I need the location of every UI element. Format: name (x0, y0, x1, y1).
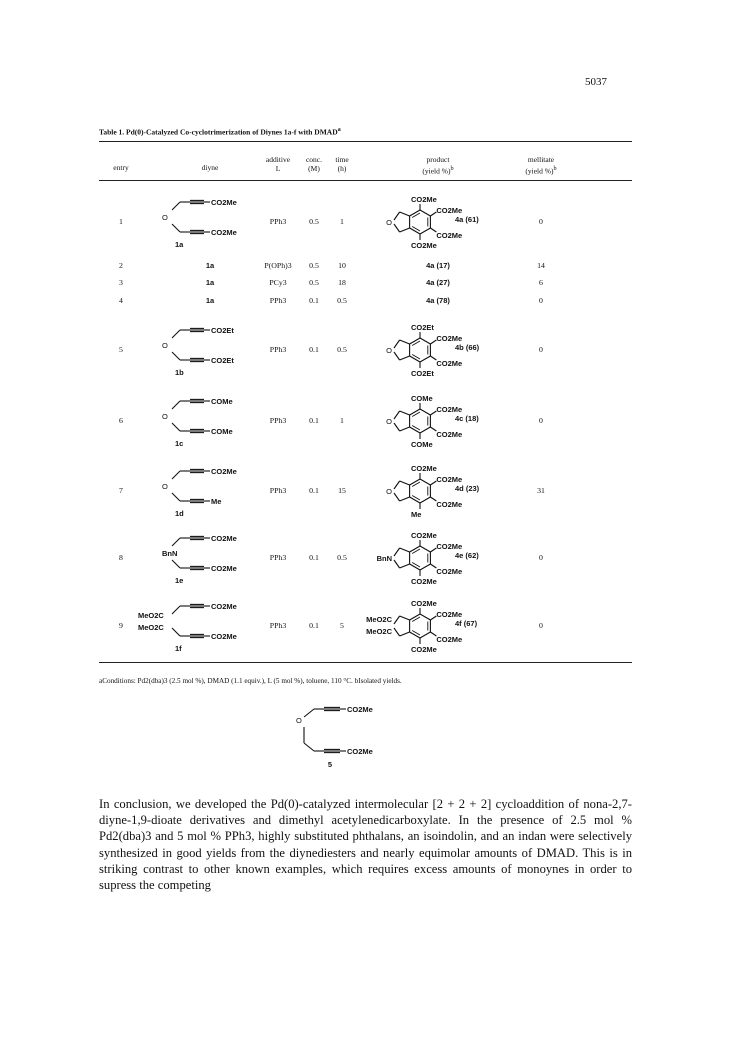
product-upper-right-substituent: CO2Me (436, 405, 463, 414)
product-top-substituent: COMe (411, 394, 433, 403)
product-top-substituent: CO2Me (411, 531, 437, 540)
row-additive: PPh3 (269, 416, 287, 425)
diyne-bottom-substituent: CO2Me (211, 228, 237, 237)
diyne-quaternary-substituent-1: MeO2C (138, 611, 164, 620)
row-entry: 1 (119, 217, 123, 226)
product-upper-right-substituent: CO2Me (436, 610, 463, 619)
header-product-line1: product (426, 155, 450, 164)
row-entry: 9 (119, 621, 123, 630)
row-additive: P(OPh)3 (264, 261, 292, 270)
diyne-top-substituent: CO2Me (211, 602, 237, 611)
row-mellitate-yield: 0 (539, 296, 543, 305)
product-lower-right-substituent: CO2Me (436, 635, 463, 644)
row-mellitate-yield: 14 (537, 261, 545, 270)
row-time: 0.5 (337, 345, 347, 354)
row-time: 0.5 (337, 553, 347, 562)
row-additive: PCy3 (269, 278, 287, 287)
product-upper-right-substituent: CO2Me (436, 475, 463, 484)
row-concentration: 0.5 (309, 217, 319, 226)
product-bottom-substituent: CO2Me (411, 645, 437, 654)
compound-5-oxygen: O (296, 716, 302, 725)
product-bottom-substituent: Me (411, 510, 422, 519)
row-diyne-label: 1f (175, 644, 182, 653)
header-entry: entry (113, 163, 129, 172)
row-diyne-label: 1d (175, 509, 184, 518)
row-product-yield: 4a (78) (426, 296, 450, 305)
row-entry: 2 (119, 261, 123, 270)
row-product-yield: 4a (61) (455, 215, 479, 224)
row-diyne-label: 1c (175, 439, 184, 448)
product-heteroatom: O (386, 417, 392, 426)
row-additive: PPh3 (269, 345, 287, 354)
row-diyne-label: 1a (205, 278, 215, 287)
row-entry: 6 (119, 416, 123, 425)
row-entry: 3 (119, 278, 123, 287)
product-lower-right-substituent: CO2Me (436, 567, 463, 576)
row-product-yield: 4d (23) (455, 484, 480, 493)
row-additive: PPh3 (269, 621, 287, 630)
row-concentration: 0.1 (309, 296, 319, 305)
product-bottom-substituent: COMe (411, 440, 433, 449)
diyne-bottom-substituent: CO2Me (211, 632, 237, 641)
diyne-top-substituent: COMe (211, 397, 233, 406)
row-product-yield: 4b (66) (455, 343, 480, 352)
row-entry: 4 (119, 296, 123, 305)
product-lower-right-substituent: CO2Me (436, 231, 463, 240)
diyne-heteroatom: O (162, 341, 168, 350)
product-bottom-substituent: CO2Me (411, 577, 437, 586)
row-time: 1 (340, 217, 344, 226)
compound-5-top-ester: CO2Me (347, 705, 373, 714)
product-heteroatom: O (386, 487, 392, 496)
product-lower-right-substituent: CO2Me (436, 500, 463, 509)
row-time: 0.5 (337, 296, 347, 305)
row-concentration: 0.1 (309, 345, 319, 354)
row-mellitate-yield: 0 (539, 553, 543, 562)
row-additive: PPh3 (269, 217, 287, 226)
row-mellitate-yield: 0 (539, 416, 543, 425)
body-paragraph: In conclusion, we developed the Pd(0)-catalyzed intermolecular [2 + 2 + 2] cycloaddition of nona-2,7-diyne-1,9-dioate derivatives and dimethyl acetylenedicarboxylate. In the presence of 2.5 mol % Pd2(dba)3 and 5 mol % PPh3, highly substituted phthalans, an isoindolin, and an indan were selectively synthesized in good yields from the diynediesters and nearly equimolar amounts of DMAD. This is in striking contrast to other known examples, which requires excess amounts of monoynes in order to supress the competing (99, 797, 632, 893)
header-product-line2-text: (yield %) (422, 166, 451, 176)
product-upper-right-substituent: CO2Me (436, 334, 463, 343)
row-product-yield: 4f (67) (455, 619, 478, 628)
row-entry: 7 (119, 486, 123, 495)
diyne-heteroatom: O (162, 412, 168, 421)
diyne-heteroatom: O (162, 213, 168, 222)
row-product-yield: 4a (17) (426, 261, 450, 270)
row-time: 15 (338, 486, 346, 495)
product-top-substituent: CO2Et (411, 323, 434, 332)
row-concentration: 0.5 (309, 278, 319, 287)
product-bottom-substituent: CO2Et (411, 369, 434, 378)
diyne-top-substituent: CO2Me (211, 467, 237, 476)
diyne-top-substituent: CO2Me (211, 198, 237, 207)
row-time: 5 (340, 621, 344, 630)
product-lower-right-substituent: CO2Me (436, 359, 463, 368)
row-diyne-label: 1a (205, 261, 215, 270)
row-additive: PPh3 (269, 296, 287, 305)
product-quaternary-substituent-2: MeO2C (366, 627, 392, 636)
product-upper-right-substituent: CO2Me (436, 206, 463, 215)
diyne-heteroatom: O (162, 482, 168, 491)
row-concentration: 0.1 (309, 553, 319, 562)
diyne-bottom-substituent: CO2Me (211, 564, 237, 573)
row-mellitate-yield: 31 (537, 486, 545, 495)
linker-bond (304, 709, 314, 717)
header-mellitate-line2-text: (yield %) (525, 166, 554, 176)
product-heteroatom: O (386, 218, 392, 227)
header-mellitate-superscript: b (553, 165, 557, 172)
row-mellitate-yield: 0 (539, 217, 543, 226)
row-mellitate-yield: 0 (539, 345, 543, 354)
diyne-bottom-substituent: CO2Et (211, 356, 234, 365)
linker-bond (304, 743, 314, 751)
product-heteroatom: O (386, 346, 392, 355)
row-product-yield: 4c (18) (455, 414, 479, 423)
row-concentration: 0.1 (309, 486, 319, 495)
row-diyne-label: 1e (175, 576, 184, 585)
header-diyne: diyne (201, 163, 219, 172)
table-caption-text: Table 1. Pd(0)-Catalyzed Co-cyclotrimerization of Diynes 1a-f with DMAD (99, 127, 338, 137)
row-entry: 8 (119, 553, 123, 562)
row-concentration: 0.5 (309, 261, 319, 270)
product-top-substituent: CO2Me (411, 195, 437, 204)
row-additive: PPh3 (269, 553, 287, 562)
row-mellitate-yield: 0 (539, 621, 543, 630)
row-time: 1 (340, 416, 344, 425)
page-number: 5037 (585, 76, 607, 88)
row-entry: 5 (119, 345, 123, 354)
diyne-bottom-substituent: COMe (211, 427, 233, 436)
row-time: 18 (338, 278, 346, 287)
header-time-line1: time (335, 155, 349, 164)
header-additive-line2: L (275, 164, 281, 173)
diyne-heteroatom: BnN (162, 549, 178, 558)
product-quaternary-substituent-1: MeO2C (366, 615, 392, 624)
row-diyne-label: 1a (175, 240, 184, 249)
product-upper-right-substituent: CO2Me (436, 542, 463, 551)
header-product-superscript: b (450, 165, 454, 172)
row-product-yield: 4a (27) (426, 278, 450, 287)
diyne-top-substituent: CO2Et (211, 326, 234, 335)
compound-5-label: 5 (327, 760, 333, 769)
row-concentration: 0.1 (309, 621, 319, 630)
diyne-top-substituent: CO2Me (211, 534, 237, 543)
row-concentration: 0.1 (309, 416, 319, 425)
product-top-substituent: CO2Me (411, 599, 437, 608)
header-additive-line1: additive (265, 155, 291, 164)
row-diyne-label: 1a (205, 296, 215, 305)
row-diyne-label: 1b (175, 368, 184, 377)
table-caption-superscript: a (337, 126, 341, 133)
product-top-substituent: CO2Me (411, 464, 437, 473)
row-additive: PPh3 (269, 486, 287, 495)
diyne-quaternary-substituent-2: MeO2C (138, 623, 164, 632)
product-heteroatom: BnN (376, 554, 392, 563)
compound-5-bottom-ester: CO2Me (347, 747, 373, 756)
table-footnote: aConditions: Pd2(dba)3 (2.5 mol %), DMAD (1.1 equiv.), L (5 mol %), toluene, 110 °C. bIsolated yields. (99, 677, 402, 685)
header-conc-line1: conc. (305, 155, 323, 164)
header-mellitate-line1: mellitate (527, 155, 555, 164)
row-product-yield: 4e (62) (455, 551, 479, 560)
header-time-line2: (h) (337, 164, 347, 173)
diyne-bottom-substituent: Me (211, 497, 222, 506)
product-lower-right-substituent: CO2Me (436, 430, 463, 439)
row-time: 10 (338, 261, 346, 270)
header-conc-line2: (M) (308, 164, 320, 173)
row-mellitate-yield: 6 (539, 278, 543, 287)
product-bottom-substituent: CO2Me (411, 241, 437, 250)
